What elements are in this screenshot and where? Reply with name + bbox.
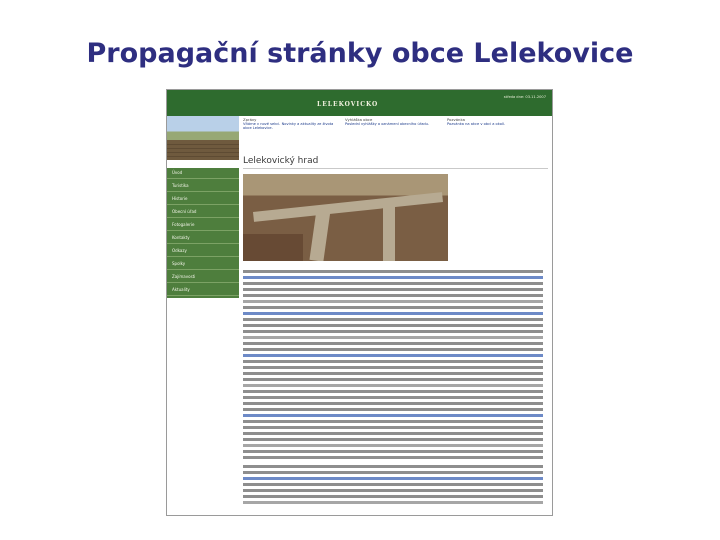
article-paragraph (243, 465, 543, 507)
nav-item[interactable]: Úvod (167, 168, 239, 179)
news-item[interactable] (243, 117, 339, 131)
nav-item[interactable]: Historie (167, 194, 239, 205)
news-text[interactable]: Vítáme v nové sekci. Novinky a aktuality ze života obce Lelekovice. (243, 122, 334, 131)
nav-item[interactable]: Zajímavosti (167, 272, 239, 283)
news-heading: Vyhláška obce (345, 117, 373, 122)
news-text[interactable]: Poslední vyhlášky a oznámení obecního úřadu. (345, 122, 430, 126)
divider (243, 168, 548, 169)
news-strip (243, 117, 548, 161)
nav-item[interactable]: Obecní úřad (167, 207, 239, 218)
news-item[interactable] (345, 117, 441, 126)
slide-title: Propagační stránky obce Lelekovice (86, 38, 634, 69)
news-item[interactable] (447, 117, 543, 126)
article-paragraph (243, 270, 543, 462)
date-text: středa dne: 03.11.2007 (503, 95, 546, 99)
site-logo[interactable]: LELEKOVICKO (317, 101, 379, 108)
nav-item[interactable]: Fotogalerie (167, 220, 239, 231)
site-banner (167, 90, 552, 116)
sidebar-nav (167, 168, 239, 298)
page-heading: Lelekovický hrad (243, 156, 319, 166)
nav-item[interactable]: Aktuality (167, 285, 239, 296)
castle-ruins-photo (243, 174, 448, 261)
nav-item[interactable]: Kontakty (167, 233, 239, 244)
header-photo (167, 116, 239, 160)
news-heading: Pozvánka (447, 117, 465, 122)
website-screenshot (166, 89, 553, 516)
nav-item[interactable]: Spolky (167, 259, 239, 270)
news-heading: Zprávy (243, 117, 257, 122)
news-text[interactable]: Pozvánka na akce v obci a okolí. (447, 122, 506, 126)
nav-item[interactable]: Odkazy (167, 246, 239, 257)
nav-item[interactable]: Turistika (167, 181, 239, 192)
